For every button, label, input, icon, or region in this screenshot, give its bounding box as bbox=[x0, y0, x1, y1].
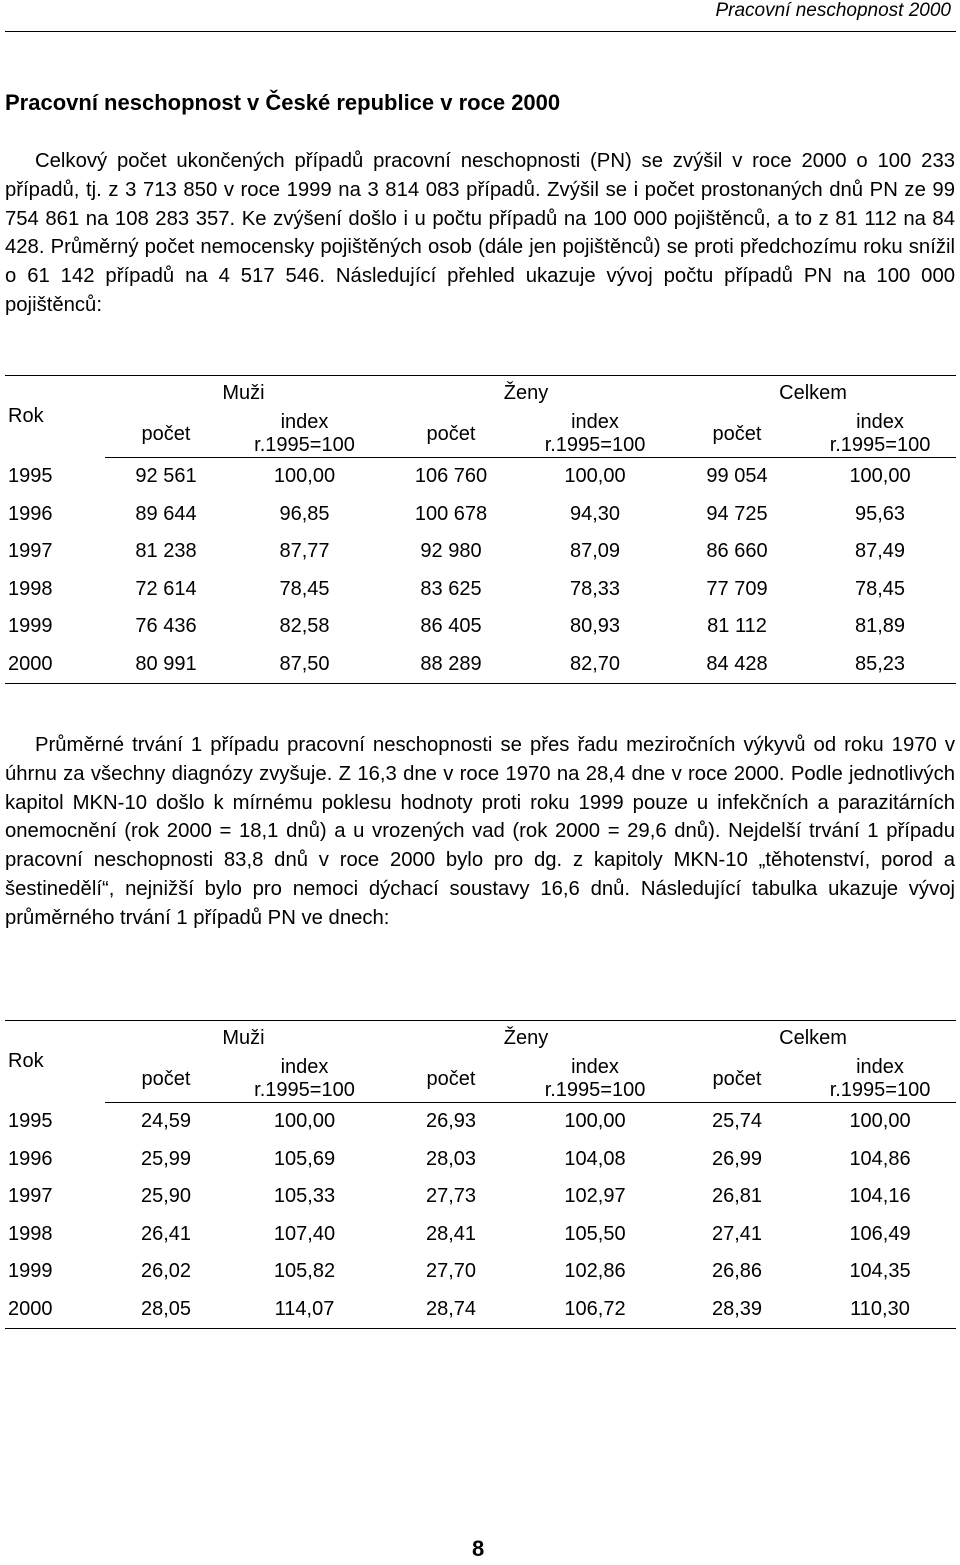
count-cell: 76 436 bbox=[135, 615, 197, 638]
index-cell: 105,69 bbox=[273, 1147, 336, 1170]
table-row bbox=[5, 1103, 956, 1141]
index-base: r.1995=100 bbox=[544, 1079, 646, 1101]
table-sub-header bbox=[5, 411, 956, 458]
col-header-index bbox=[227, 1056, 382, 1103]
table-group-header bbox=[5, 1021, 956, 1057]
count-cell: 28,03 bbox=[425, 1147, 477, 1170]
index-base: r.1995=100 bbox=[254, 434, 355, 456]
index-cell: 100,00 bbox=[564, 465, 626, 488]
index-label: index bbox=[571, 1056, 619, 1078]
header-rule bbox=[5, 31, 956, 32]
count-cell: 28,74 bbox=[382, 1291, 520, 1329]
index-cell: 104,16 bbox=[849, 1185, 911, 1208]
index-cell: 87,09 bbox=[569, 540, 621, 563]
index-cell: 100,00 bbox=[273, 465, 336, 488]
index-cell: 78,45 bbox=[279, 577, 330, 600]
year-cell: 1995 bbox=[8, 1110, 53, 1132]
year-cell: 1995 bbox=[8, 465, 53, 487]
count-cell: 84 428 bbox=[670, 646, 804, 684]
index-base: r.1995=100 bbox=[254, 1079, 355, 1101]
index-cell: 82,58 bbox=[279, 615, 330, 638]
index-cell: 107,40 bbox=[273, 1222, 336, 1245]
year-cell: 1996 bbox=[8, 1147, 53, 1170]
col-header-pocet: počet bbox=[382, 411, 520, 458]
count-cell: 83 625 bbox=[420, 577, 482, 600]
col-header-rok: Rok bbox=[5, 376, 105, 458]
count-cell: 26,99 bbox=[711, 1147, 763, 1170]
group-header-muzi: Muži bbox=[105, 376, 382, 412]
index-base: r.1995=100 bbox=[544, 434, 646, 456]
count-cell: 28,05 bbox=[105, 1291, 227, 1329]
index-cell: 87,77 bbox=[279, 540, 330, 563]
group-header-muzi: Muži bbox=[105, 1021, 382, 1057]
col-header-pocet: počet bbox=[105, 1056, 227, 1103]
count-cell: 86 660 bbox=[706, 540, 768, 563]
index-cell: 104,35 bbox=[849, 1260, 911, 1283]
col-header-index bbox=[804, 411, 956, 458]
cases-table bbox=[5, 375, 956, 684]
index-cell: 95,63 bbox=[854, 502, 906, 525]
table-row bbox=[5, 1253, 956, 1291]
count-cell: 81 238 bbox=[135, 540, 197, 563]
index-base: r.1995=100 bbox=[829, 434, 931, 456]
count-cell: 25,90 bbox=[140, 1185, 192, 1208]
running-header: Pracovní neschopnost 2000 bbox=[715, 0, 951, 21]
col-header-rok: Rok bbox=[5, 1021, 105, 1103]
index-cell: 104,08 bbox=[564, 1147, 626, 1170]
count-cell: 72 614 bbox=[135, 577, 197, 600]
year-cell: 2000 bbox=[5, 1291, 105, 1329]
group-header-zeny: Ženy bbox=[382, 376, 670, 412]
table-row bbox=[5, 1178, 956, 1216]
duration-paragraph: Průměrné trvání 1 případu pracovní neschopnosti se přes řadu meziročních výkyvů od roku 1970 v úhrnu za všechny diagnózy zvyšuje. Z 16,3 dne v roce 1970 na 28,4 dne v roce 2000. Podle jednotlivých kapitol MKN-10 došlo k mírnému poklesu hodnoty proti roku 1999 pouze u infekčních a parazitárních onemocnění (rok 2000 = 18,1 dnů) a u vrozených vad (rok 2000 = 29,6 dnů). Nejdelší trvání 1 případu pracovní neschopnosti 83,8 dnů v roce 2000 bylo pro dg. z kapitoly MKN-10 „těhotenství, porod a šestinedělí“, nejnižší bylo pro nemoci dýchací soustavy 16,6 dnů. Následující tabulka ukazuje vývoj průměrného trvání 1 případů PN ve dnech: bbox=[5, 734, 955, 929]
index-cell: 94,30 bbox=[569, 502, 621, 525]
count-cell: 92 980 bbox=[420, 540, 482, 563]
count-cell: 24,59 bbox=[140, 1110, 192, 1133]
index-cell: 78,45 bbox=[854, 577, 906, 600]
index-cell: 106,72 bbox=[520, 1291, 670, 1329]
count-cell: 28,41 bbox=[425, 1222, 477, 1245]
count-cell: 27,41 bbox=[711, 1222, 763, 1245]
index-cell: 105,82 bbox=[273, 1260, 336, 1283]
count-cell: 26,86 bbox=[711, 1260, 763, 1283]
col-header-index bbox=[520, 411, 670, 458]
col-header-pocet: počet bbox=[670, 411, 804, 458]
index-cell: 106,49 bbox=[849, 1222, 911, 1245]
col-header-index bbox=[520, 1056, 670, 1103]
count-cell: 88 289 bbox=[382, 646, 520, 684]
count-cell: 26,41 bbox=[140, 1222, 192, 1245]
index-cell: 100,00 bbox=[273, 1110, 336, 1133]
table-row bbox=[5, 608, 956, 646]
index-cell: 78,33 bbox=[569, 577, 621, 600]
year-cell: 1998 bbox=[8, 1222, 53, 1245]
count-cell: 92 561 bbox=[135, 465, 197, 488]
count-cell: 27,73 bbox=[425, 1185, 477, 1208]
col-header-pocet: počet bbox=[670, 1056, 804, 1103]
page-title: Pracovní neschopnost v České republice v roce 2000 bbox=[5, 90, 561, 115]
count-cell: 25,99 bbox=[140, 1147, 192, 1170]
index-cell: 100,00 bbox=[849, 1110, 911, 1133]
index-base: r.1995=100 bbox=[829, 1079, 931, 1101]
index-cell: 87,49 bbox=[854, 540, 906, 563]
count-cell: 28,39 bbox=[670, 1291, 804, 1329]
group-header-zeny: Ženy bbox=[382, 1021, 670, 1057]
index-label: index bbox=[280, 1056, 329, 1078]
table-row bbox=[5, 646, 956, 684]
index-cell: 105,33 bbox=[273, 1185, 336, 1208]
index-cell: 80,93 bbox=[569, 615, 621, 638]
year-cell: 1999 bbox=[8, 615, 53, 638]
count-cell: 27,70 bbox=[425, 1260, 477, 1283]
index-label: index bbox=[856, 1056, 904, 1078]
index-label: index bbox=[571, 411, 619, 433]
count-cell: 99 054 bbox=[706, 465, 768, 488]
intro-paragraph: Celkový počet ukončených případů pracovní neschopnosti (PN) se zvýšil v roce 2000 o 100 233 případů, tj. z 3 713 850 v roce 1999 na 3 814 083 případů. Zvýšil se i počet prostonaných dnů PN ze 99 754 861 na 108 283 357. Ke zvýšení došlo i u počtu případů na 100 000 pojištěnců, a to z 81 112 na 84 428. Průměrný počet nemocensky pojištěných osob (dále jen pojištěnců) se proti předchozímu roku snížil o 61 142 případů na 4 517 546. Následující přehled ukazuje vývoj počtu případů PN na 100 000 pojištěnců: bbox=[5, 150, 955, 316]
year-cell: 1996 bbox=[8, 502, 53, 525]
index-cell: 87,50 bbox=[227, 646, 382, 684]
year-cell: 2000 bbox=[5, 646, 105, 684]
count-cell: 26,93 bbox=[425, 1110, 477, 1133]
table-row bbox=[5, 458, 956, 496]
index-cell: 104,86 bbox=[849, 1147, 911, 1170]
index-cell: 102,97 bbox=[564, 1185, 626, 1208]
count-cell: 94 725 bbox=[706, 502, 768, 525]
table-sub-header bbox=[5, 1056, 956, 1103]
group-header-celkem: Celkem bbox=[670, 1021, 956, 1057]
col-header-pocet: počet bbox=[105, 411, 227, 458]
table-group-header bbox=[5, 376, 956, 412]
count-cell: 26,81 bbox=[711, 1185, 763, 1208]
index-cell: 100,00 bbox=[564, 1110, 626, 1133]
col-header-pocet: počet bbox=[382, 1056, 520, 1103]
col-header-index bbox=[227, 411, 382, 458]
index-cell: 85,23 bbox=[804, 646, 956, 684]
count-cell: 86 405 bbox=[420, 615, 482, 638]
year-cell: 1997 bbox=[8, 540, 53, 563]
table-row bbox=[5, 1216, 956, 1254]
year-cell: 1999 bbox=[8, 1260, 53, 1283]
table-row bbox=[5, 571, 956, 609]
count-cell: 106 760 bbox=[414, 465, 488, 488]
count-cell: 25,74 bbox=[711, 1110, 763, 1133]
index-cell: 96,85 bbox=[279, 502, 330, 525]
count-cell: 26,02 bbox=[140, 1260, 192, 1283]
count-cell: 81 112 bbox=[707, 615, 767, 638]
table-row bbox=[5, 1141, 956, 1179]
index-label: index bbox=[856, 411, 904, 433]
index-label: index bbox=[280, 411, 329, 433]
duration-table bbox=[5, 1020, 956, 1329]
col-header-index bbox=[804, 1056, 956, 1103]
group-header-celkem: Celkem bbox=[670, 376, 956, 412]
table-row bbox=[5, 533, 956, 571]
index-cell: 100,00 bbox=[849, 465, 911, 488]
index-cell: 105,50 bbox=[564, 1222, 626, 1245]
index-cell: 81,89 bbox=[854, 615, 906, 638]
index-cell: 110,30 bbox=[804, 1291, 956, 1329]
count-cell: 100 678 bbox=[414, 502, 488, 525]
count-cell: 80 991 bbox=[105, 646, 227, 684]
count-cell: 89 644 bbox=[135, 502, 197, 525]
count-cell: 77 709 bbox=[706, 577, 768, 600]
table-row bbox=[5, 496, 956, 534]
year-cell: 1998 bbox=[8, 577, 53, 600]
table-row bbox=[5, 1291, 956, 1329]
index-cell: 82,70 bbox=[520, 646, 670, 684]
page-number: 8 bbox=[472, 1536, 485, 1561]
index-cell: 102,86 bbox=[564, 1260, 626, 1283]
index-cell: 114,07 bbox=[227, 1291, 382, 1329]
year-cell: 1997 bbox=[8, 1185, 53, 1208]
